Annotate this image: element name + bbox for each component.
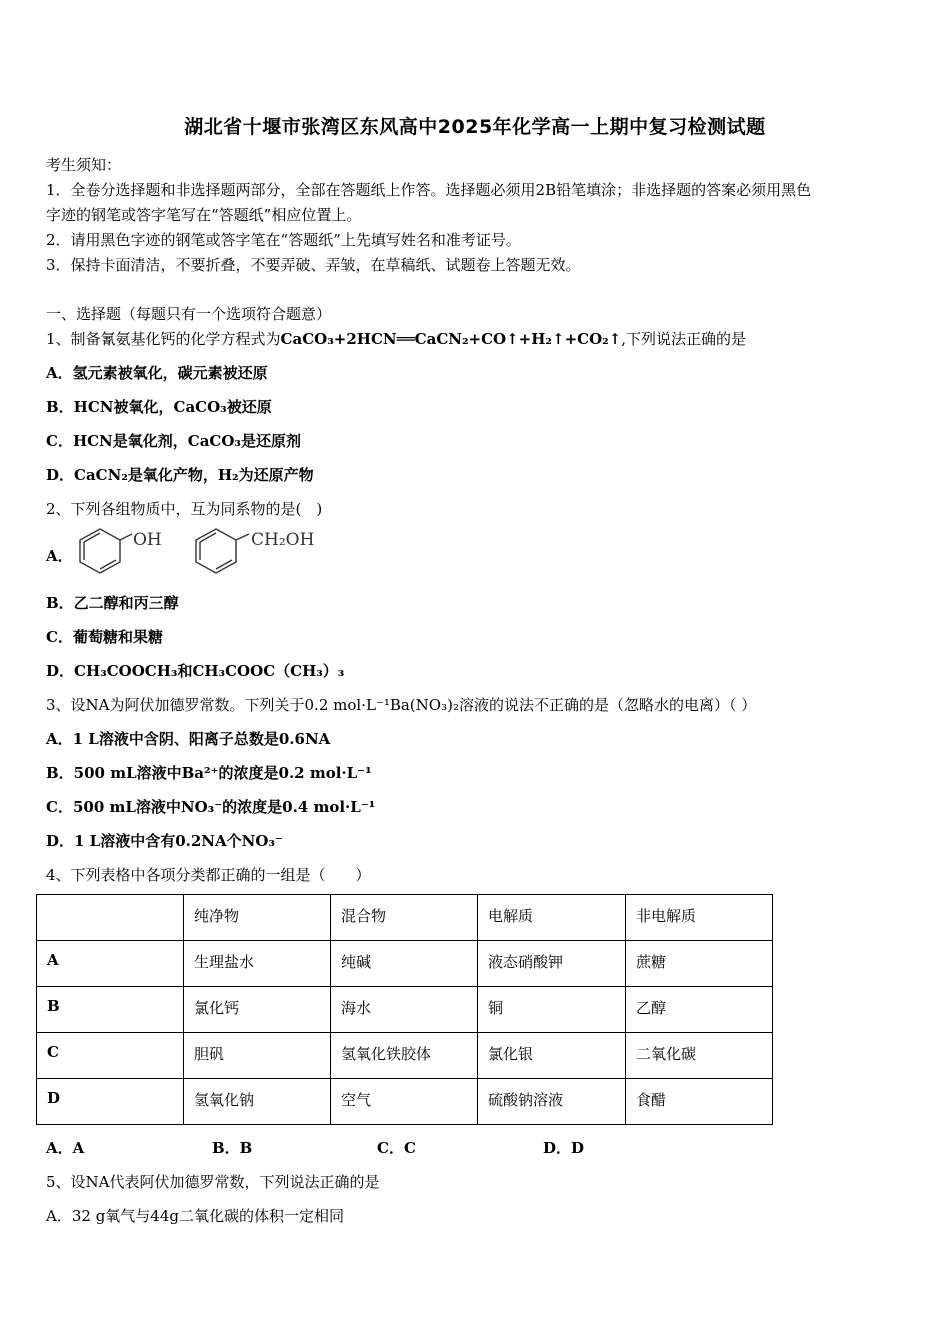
table-cell: 铜 [478,987,626,1033]
q2-option-d: D．CH₃COOCH₃和CH₃COOC（CH₃）₃ [46,662,345,680]
q2-option-b: B．乙二醇和丙三醇 [46,594,179,612]
phenol-structure-icon [70,524,170,578]
table-cell: 氢氧化钠 [184,1079,331,1125]
q4-option-c: C．C [377,1139,416,1157]
benzyl-alcohol-structure-icon [191,524,331,578]
table-cell: 氯化钙 [184,987,331,1033]
q5-option-a: A．32 g氧气与44g二氧化碳的体积一定相同 [46,1207,344,1225]
table-row [37,1033,773,1079]
notice-line-1a: 1．全卷分选择题和非选择题两部分，全部在答题纸上作答。选择题必须用2B铅笔填涂；非选择题的答案必须用黑色 [46,181,812,199]
phenol-oh-label: OH [133,530,162,550]
table-cell: 氢氧化铁胶体 [331,1033,478,1079]
table-cell: 海水 [331,987,478,1033]
notice-line-2: 2．请用黑色字迹的钢笔或答字笔在“答题纸”上先填写姓名和准考证号。 [46,231,521,249]
table-row [37,941,773,987]
q3-option-d: D．1 L溶液中含有0.2NA个NO₃⁻ [46,832,283,850]
q4-stem: 4、下列表格中各项分类都正确的一组是（ ） [46,866,371,884]
q1-option-b: B．HCN被氧化，CaCO₃被还原 [46,398,272,416]
q4-option-b: B．B [212,1139,253,1157]
section-heading: 一、选择题（每题只有一个选项符合题意） [46,305,332,323]
q2-option-a-label: A． [46,547,73,565]
q5-stem: 5、设NA代表阿伏加德罗常数，下列说法正确的是 [46,1173,380,1191]
table-header-cell [37,895,184,941]
classification-table [36,894,773,1125]
table-header-cell: 混合物 [331,895,478,941]
q1-stem [46,328,746,349]
q1-option-a: A．氢元素被氧化，碳元素被还原 [46,364,268,382]
q3-option-a: A．1 L溶液中含阴、阳离子总数是0.6NA [46,730,331,748]
table-cell: 空气 [331,1079,478,1125]
q3-option-b: B．500 mL溶液中Ba²⁺的浓度是0.2 mol·L⁻¹ [46,764,372,782]
page-title: 湖北省十堰市张湾区东风高中2025年化学高一上期中复习检测试题 [184,116,766,138]
notice-line-1b: 字迹的钢笔或答字笔写在“答题纸”相应位置上。 [46,206,362,224]
q1-option-d: D．CaCN₂是氧化产物，H₂为还原产物 [46,466,314,484]
q3-stem: 3、设NA为阿伏加德罗常数。下列关于0.2 mol·L⁻¹Ba(NO₃)₂溶液的说法不正确的是（忽略水的电离）（ ） [46,696,757,714]
q4-option-d: D．D [543,1139,585,1157]
q2-option-c: C．葡萄糖和果糖 [46,628,163,646]
q1-stem-suffix: ,下列说法正确的是 [621,330,747,348]
table-cell: 蔗糖 [626,941,773,987]
table-cell: 液态硝酸钾 [478,941,626,987]
table-cell: 纯碱 [331,941,478,987]
table-header-cell: 电解质 [478,895,626,941]
q1-equation: CaCO₃+2HCN══CaCN₂+CO↑+H₂↑+CO₂↑ [280,330,622,348]
table-cell: 氯化银 [478,1033,626,1079]
q2-stem: 2、下列各组物质中，互为同系物的是( ) [46,500,323,518]
q4-option-a: A．A [46,1139,85,1157]
table-cell: 胆矾 [184,1033,331,1079]
notice-line-3: 3．保持卡面清洁，不要折叠，不要弄破、弄皱，在草稿纸、试题卷上答题无效。 [46,256,581,274]
table-cell: A [37,941,184,987]
table-cell: C [37,1033,184,1079]
table-cell: B [37,987,184,1033]
table-header-cell: 纯净物 [184,895,331,941]
table-cell: 二氧化碳 [626,1033,773,1079]
table-cell: 生理盐水 [184,941,331,987]
q1-stem-prefix: 1、制备氰氨基化钙的化学方程式为 [46,330,281,348]
table-cell: D [37,1079,184,1125]
table-row [37,1079,773,1125]
table-cell: 食醋 [626,1079,773,1125]
table-header-row [37,895,773,941]
benzyl-ch2oh-label: CH₂OH [251,530,315,550]
table-row [37,987,773,1033]
table-header-cell: 非电解质 [626,895,773,941]
q1-option-c: C．HCN是氧化剂，CaCO₃是还原剂 [46,432,301,450]
table-cell: 硫酸钠溶液 [478,1079,626,1125]
table-cell: 乙醇 [626,987,773,1033]
notice-heading: 考生须知： [46,156,122,174]
q3-option-c: C．500 mL溶液中NO₃⁻的浓度是0.4 mol·L⁻¹ [46,798,376,816]
